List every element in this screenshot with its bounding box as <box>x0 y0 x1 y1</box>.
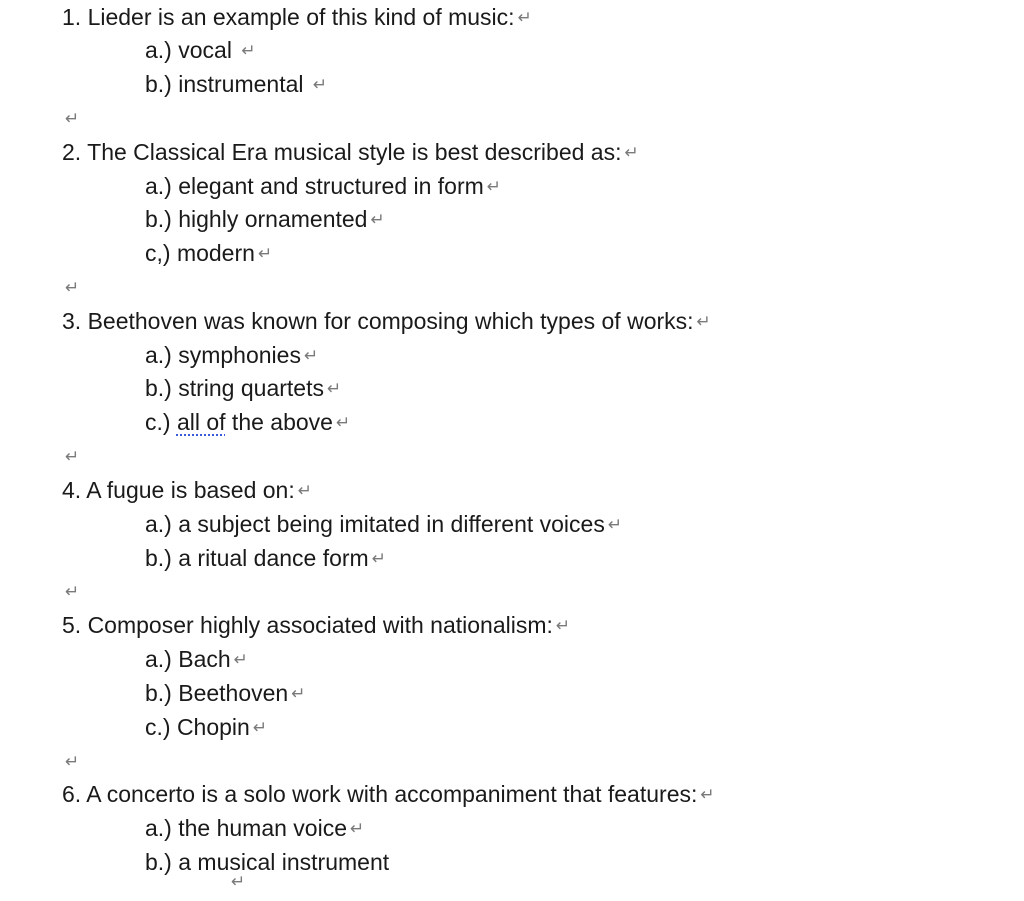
question-1-option-a: a.) vocal ↵ <box>145 37 256 63</box>
blank-paragraph <box>62 439 79 473</box>
paragraph-mark-icon: ↵ <box>65 109 80 128</box>
question-6-option-b: b.) a musical instrument <box>145 849 390 875</box>
blank-paragraph <box>228 864 245 898</box>
paragraph-mark-icon: ↵ <box>555 616 571 635</box>
paragraph-mark-icon: ↵ <box>696 312 711 331</box>
question-5-option-b: b.) Beethoven ↵ <box>145 680 306 706</box>
question-4-option-a: a.) a subject being imitated in different voices ↵ <box>145 511 623 537</box>
paragraph-mark-icon: ↵ <box>326 379 342 398</box>
paragraph-mark-icon: ↵ <box>335 413 351 432</box>
paragraph-mark-icon: ↵ <box>350 819 365 838</box>
paragraph-mark-icon: ↵ <box>624 143 639 162</box>
question-5-prompt: 5. Composer highly associated with nationalism: ↵ <box>62 612 571 638</box>
paragraph-mark-icon: ↵ <box>291 684 306 703</box>
paragraph-mark-icon: ↵ <box>517 8 532 27</box>
question-4-prompt: 4. A fugue is based on: ↵ <box>62 477 312 503</box>
question-4-option-b: b.) a ritual dance form ↵ <box>145 545 386 571</box>
paragraph-mark-icon: ↵ <box>252 718 268 737</box>
question-2-option-a: a.) elegant and structured in form ↵ <box>145 173 502 199</box>
paragraph-mark-icon: ↵ <box>233 650 248 669</box>
blank-paragraph <box>62 744 79 778</box>
question-6-option-a: a.) the human voice ↵ <box>145 815 365 841</box>
blank-paragraph <box>62 574 79 608</box>
paragraph-mark-icon: ↵ <box>700 785 715 804</box>
question-3-prompt: 3. Beethoven was known for composing which types of works: ↵ <box>62 308 711 334</box>
paragraph-mark-icon: ↵ <box>607 515 623 534</box>
question-3-option-a: a.) symphonies ↵ <box>145 342 319 368</box>
question-3-option-b: b.) string quartets ↵ <box>145 375 342 401</box>
grammar-check-underline: all of <box>176 409 226 435</box>
question-5-option-c: c.) Chopin ↵ <box>145 714 268 740</box>
paragraph-mark-icon: ↵ <box>65 447 80 466</box>
question-1-option-b: b.) instrumental ↵ <box>145 71 328 97</box>
question-2-option-c: c,) modern ↵ <box>145 240 273 266</box>
paragraph-mark-icon: ↵ <box>486 177 502 196</box>
paragraph-mark-icon: ↵ <box>370 210 385 229</box>
blank-paragraph <box>62 101 79 135</box>
paragraph-mark-icon: ↵ <box>371 549 386 568</box>
paragraph-mark-icon: ↵ <box>65 278 80 297</box>
paragraph-mark-icon: ↵ <box>303 346 319 365</box>
question-1-prompt: 1. Lieder is an example of this kind of music: ↵ <box>62 4 532 30</box>
paragraph-mark-icon: ↵ <box>241 41 256 60</box>
question-6-prompt: 6. A concerto is a solo work with accompaniment that features: ↵ <box>62 781 715 807</box>
question-3-option-c: c.) all of the above ↵ <box>145 409 351 435</box>
paragraph-mark-icon: ↵ <box>257 244 273 263</box>
paragraph-mark-icon: ↵ <box>65 582 80 601</box>
blank-paragraph <box>62 270 79 304</box>
paragraph-mark-icon: ↵ <box>297 481 312 500</box>
question-2-prompt: 2. The Classical Era musical style is best described as: ↵ <box>62 139 639 165</box>
paragraph-mark-icon: ↵ <box>231 872 246 891</box>
question-5-option-a: a.) Bach ↵ <box>145 646 248 672</box>
paragraph-mark-icon: ↵ <box>65 752 80 771</box>
question-2-option-b: b.) highly ornamented ↵ <box>145 206 385 232</box>
paragraph-mark-icon: ↵ <box>312 75 328 94</box>
